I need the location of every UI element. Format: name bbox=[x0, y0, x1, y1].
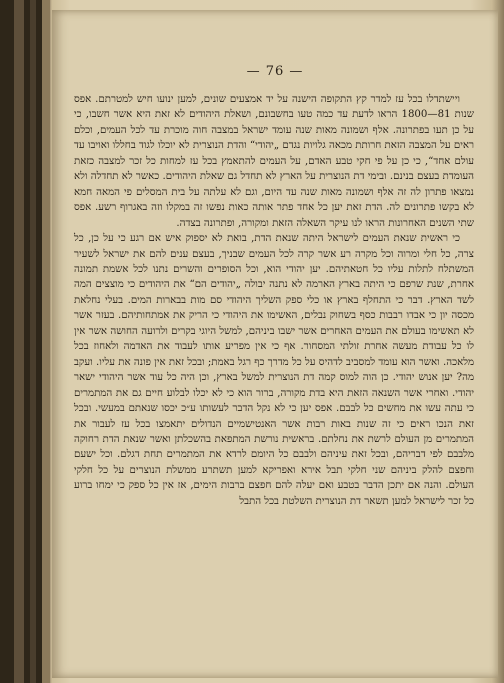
page-sheet bbox=[52, 10, 498, 678]
page-number: — 76 — bbox=[246, 64, 304, 79]
book-binding-edge bbox=[0, 0, 50, 683]
paragraph-2: כי ראשית שנאת העמים לישראל היתה שנאת הדת, בואת לא יספוק איש אם רגע כי על כן, כל צרה, כל חלי ומרוה וכל מקרה רע אשר קרה לכל העמים שבניך, בעצם ענים להם את ישראל לשעיר המשתלח לתלות עליו כל חטאתיהם. יען יהודי הוא, וכל הסופרים והשרים נתנו לכל אשמת תמונה אחרת, שנת שרפם כי היתה בארץ הארמה לא נתנה יבולה „יהודים הם“ את היהודים כי מוצצים המה לשד הארץ. דבר כי התחלף בארץ או כלי ספק השליך היהודי סם מות בבארות המים. בעלי נחלאת מכסה יון כי אבדו רבבות כסף בשחוק נבלים, האשימו את היהודי כי הריק את אמתחותיהם. בעזר אשר לא תאשימו בעולם את העמים האחרים אשר ישבו ביניהם, למשל היוגי בקרים ולרועה החושה אשר אין לו כל עבודת מעשה אחרת זולתי המסחור. אף כי אין מפריע אותו לעבוד את האדמה ולאחוז בכל מלאכה. ואשר הוא עומד למסביב לדהיס על כל מדרך כף רגל באמת; ובכל זאת אין פונה את עליו. ועקב מה? יען אנוש יהודי. כן הוה למוס קמה דת הנוצרית למשל בארץ, וכן היה כל עוד אשר היהודי ישאר יהודי. ואחרי אשר השנאה הזאת היא בדת מקורה, ברור הוא כי לא יכלו לבלוע חיים גם את המתמרים כי עתה עשו את מחשים כל לבבם. אפס יען כי לא נקל הדבר לעשותו ע״כ יכסו שנאתם במעשי. ובכל זאת הנכו ראים כי זה שנות באות רבות אשר האנטישמיים הנדולים יתאמצו בכל עז לעבור את המתמרים מן העולם לרשת את נחלתם. בראשית נורשת המתפאת בהשכלתן ואשר שנאת הדת רחוקה מלבבם לפי דבריהם, ובכל זאת עיניהם ולבבם כל היומם לרדא את המתמרים תחת דגלם. וכל ישעם וחפצם להלק ביניהם שני חלקי תבל אירא ואפריקא למען תשתרע ממשלת הנוצרים על כל חלקי העולם. והנה אם יתכן הדבר בטבע ואם יעלה להם חפצם ברבות הימים, אז אין כל ספק כי ימחו ברוע כל זכר לישראל למען תשאר דת הנוצרית השלטת בכל התבל bbox=[74, 233, 474, 507]
paragraph-1: ויישתדלו בכל עז למדר קץ התקופה הישנה על יד אמצעים שונים, למען ינועו חיש למטרתם. אפס שנות 81—1800 הראו לדעת עד כמה טעו בחשבונם, ושאלת היהודים לא זאת היא אשר חשבו, כי על כן תעו בפתרונה. אלף ושמונה מאות שנה עומד ישראל במצבה חוה מוכרת עד לכל העמים, וכלם ראים על המצבה הזאת חרותת מכאה גלויות נגדם „יהודי“ והדת הנוצרית לא יוכלו לגוד בחללו ואויבו עד עולם אחד“, כי כן על פי חקי טבע האדם, על העמים להתאמץ בכל עז למחות כל זכר למצבה כזאת העומדת בעצם בנינם. ובימי דת הנוצרית על הארץ לא תחדל גם שאלת היהודים. כאשר לא תחדלה ולא נמצאו פתרון לה זה אלף ושמונה מאות שנה עד היום, וגם לא עלתה על בית המסלים פי המאה חמא לא בקשו פתרונים לה. הדת זאת יען כל אחד פתר אותה כאות נפשו זה במקלו וזה באגרוף רשע. אפס שתי השנים האחרונות הראו לנו עיקר השאלה הזאת ומקורה, ופתרונה בצדה. bbox=[74, 94, 474, 229]
page-body-text bbox=[74, 92, 474, 509]
